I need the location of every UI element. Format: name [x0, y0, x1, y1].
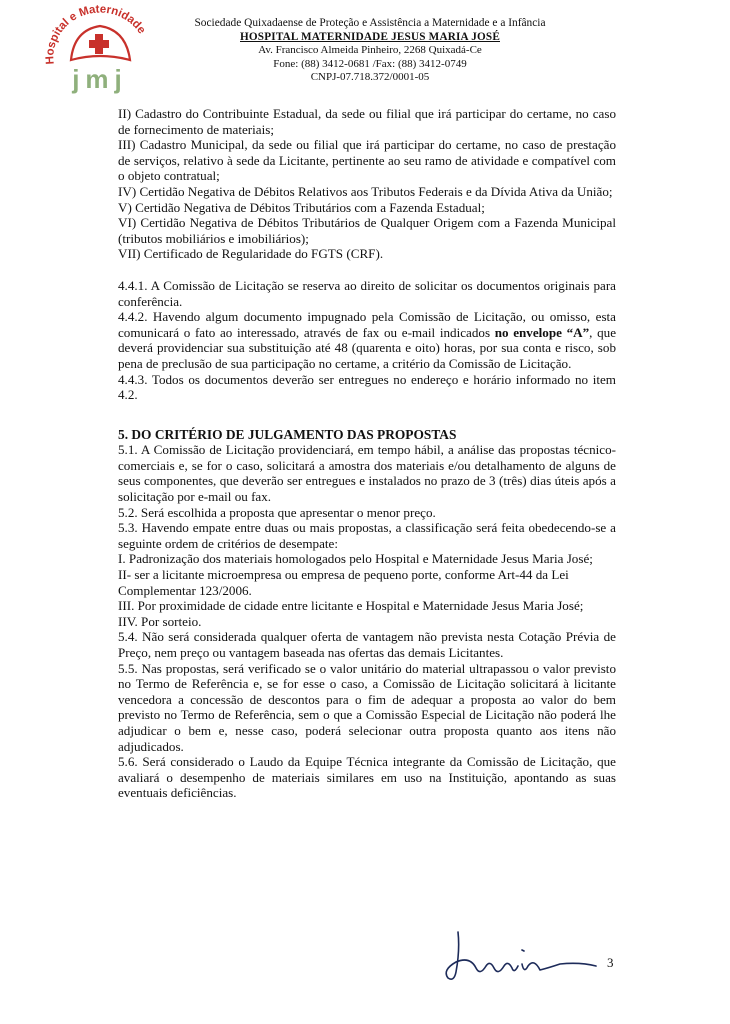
clause-4-4-2-text: 4.4.2. Havendo algum documento impugnado pela Comissão de Licitação, ou omisso, esta comunicará o fato ao interessado, através de fax ou e-mail indicados [118, 309, 616, 340]
envelope-a-bold: no envelope “A” [494, 324, 590, 340]
document-item: III) Cadastro Municipal, da sede ou filial que irá participar do certame, no caso de prestação de serviços, relativo à sede da Licitante, pertinente ao seu ramo de atividade e compatível com o objeto contratual; [118, 137, 616, 184]
document-body [118, 106, 616, 801]
section-5-heading: 5. DO CRITÉRIO DE JULGAMENTO DAS PROPOSTAS [118, 426, 457, 442]
clause-5-3: 5.3. Havendo empate entre duas ou mais propostas, a classificação será feita obedecendo-se a seguinte ordem de critérios de desempate: [118, 520, 616, 551]
hospital-name: HOSPITAL MATERNIDADE JESUS MARIA JOSÉ [240, 30, 500, 43]
page-number: 3 [607, 955, 614, 970]
address: Av. Francisco Almeida Pinheiro, 2268 Quixadá-Ce [258, 44, 482, 57]
criterion-item: II- ser a licitante microempresa ou empresa de pequeno porte, conforme Art-44 da Lei Complementar 123/2006. [118, 567, 569, 598]
document-item: VI) Certidão Negativa de Débitos Tributários de Qualquer Origem com a Fazenda Municipal (tributos mobiliários e imobiliários); [118, 215, 616, 246]
cnpj: CNPJ-07.718.372/0001-05 [310, 71, 430, 84]
red-cross-icon [89, 34, 109, 54]
hospital-logo [38, 4, 158, 96]
document-item: VII) Certificado de Regularidade do FGTS (CRF). [118, 246, 384, 262]
clause-4-4-2-text-end: , que deverá providenciar sua substituição até 48 (quarenta e oito) horas, por sua conta e risco, sob pena de preclusão de sua participação no certame, a critério da Comissão de Licitação. [118, 324, 617, 371]
jmj-logo-icon [38, 4, 158, 96]
clause-5-2: 5.2. Será escolhida a proposta que apresentar o menor preço. [118, 504, 436, 520]
logo-arc-text: Hospital e Maternidade [44, 4, 148, 65]
document-item: IV) Certidão Negativa de Débitos Relativos aos Tributos Federais e da Dívida Ativa da União; [118, 183, 613, 199]
clause-4-4-3: 4.4.3. Todos os documentos deverão ser entregues no endereço e horário informado no item 4.2. [118, 371, 616, 403]
signature [430, 920, 610, 1000]
phone-fax: Fone: (88) 3412-0681 /Fax: (88) 3412-0749 [273, 57, 467, 70]
document-item: V) Certidão Negativa de Débitos Tributários com a Fazenda Estadual; [118, 199, 485, 215]
organization-name: Sociedade Quixadaense de Proteção e Assistência a Maternidade e a Infância [194, 17, 546, 29]
clause-4-4-2 [118, 309, 616, 371]
document-item: II) Cadastro do Contribuinte Estadual, da sede ou filial que irá participar do certame, no caso de fornecimento de materiais; [118, 106, 616, 137]
clause-5-6: 5.6. Será considerado o Laudo da Equipe Técnica integrante da Comissão de Licitação, que avaliará o desempenho de materiais similares em uso na Instituição, apontando as suas eventuais deficiências. [118, 754, 616, 801]
clause-5-5: 5.5. Nas propostas, será verificado se o valor unitário do material ultrapassou o valor previsto no Termo de Referência e, se for esse o caso, a Comissão de Licitação solicitará à licitante vencedora a concessão de descontos para o fim de adequar a proposta ao valor do bem previsto no Termo de Referência, sem o que a Comissão Especial de Licitação não poderá lhe adjudicar o bem e, nesse caso, poderá selecionar outra proposta quanto aos itens não adjudicados. [118, 660, 616, 754]
clause-5-1: 5.1. A Comissão de Licitação providenciará, em tempo hábil, a análise das propostas técnico-comerciais e, se for o caso, solicitará a amostra dos materiais e/ou detalhamento de alguns de seus componentes, que deverão ser entregues e instalados no prazo de 3 (três) dias úteis após a solicitação por e-mail ou fax. [118, 442, 616, 505]
clause-4-4-1: 4.4.1. A Comissão de Licitação se reserva ao direito de solicitar os documentos originais para conferência. [118, 277, 616, 309]
handwritten-signature-icon [430, 920, 610, 1000]
letterhead [160, 17, 580, 85]
criterion-item: III. Por proximidade de cidade entre licitante e Hospital e Maternidade Jesus Maria José; [118, 598, 584, 614]
logo-monogram: jmj [72, 64, 128, 94]
criterion-item: I. Padronização dos materiais homologados pelo Hospital e Maternidade Jesus Maria José; [118, 551, 593, 567]
criterion-item: IIV. Por sorteio. [118, 613, 202, 629]
clause-5-4: 5.4. Não será considerada qualquer oferta de vantagem não prevista nesta Cotação Prévia de Preço, nem preço ou vantagem baseada nas ofertas das demais Licitantes. [118, 629, 616, 660]
